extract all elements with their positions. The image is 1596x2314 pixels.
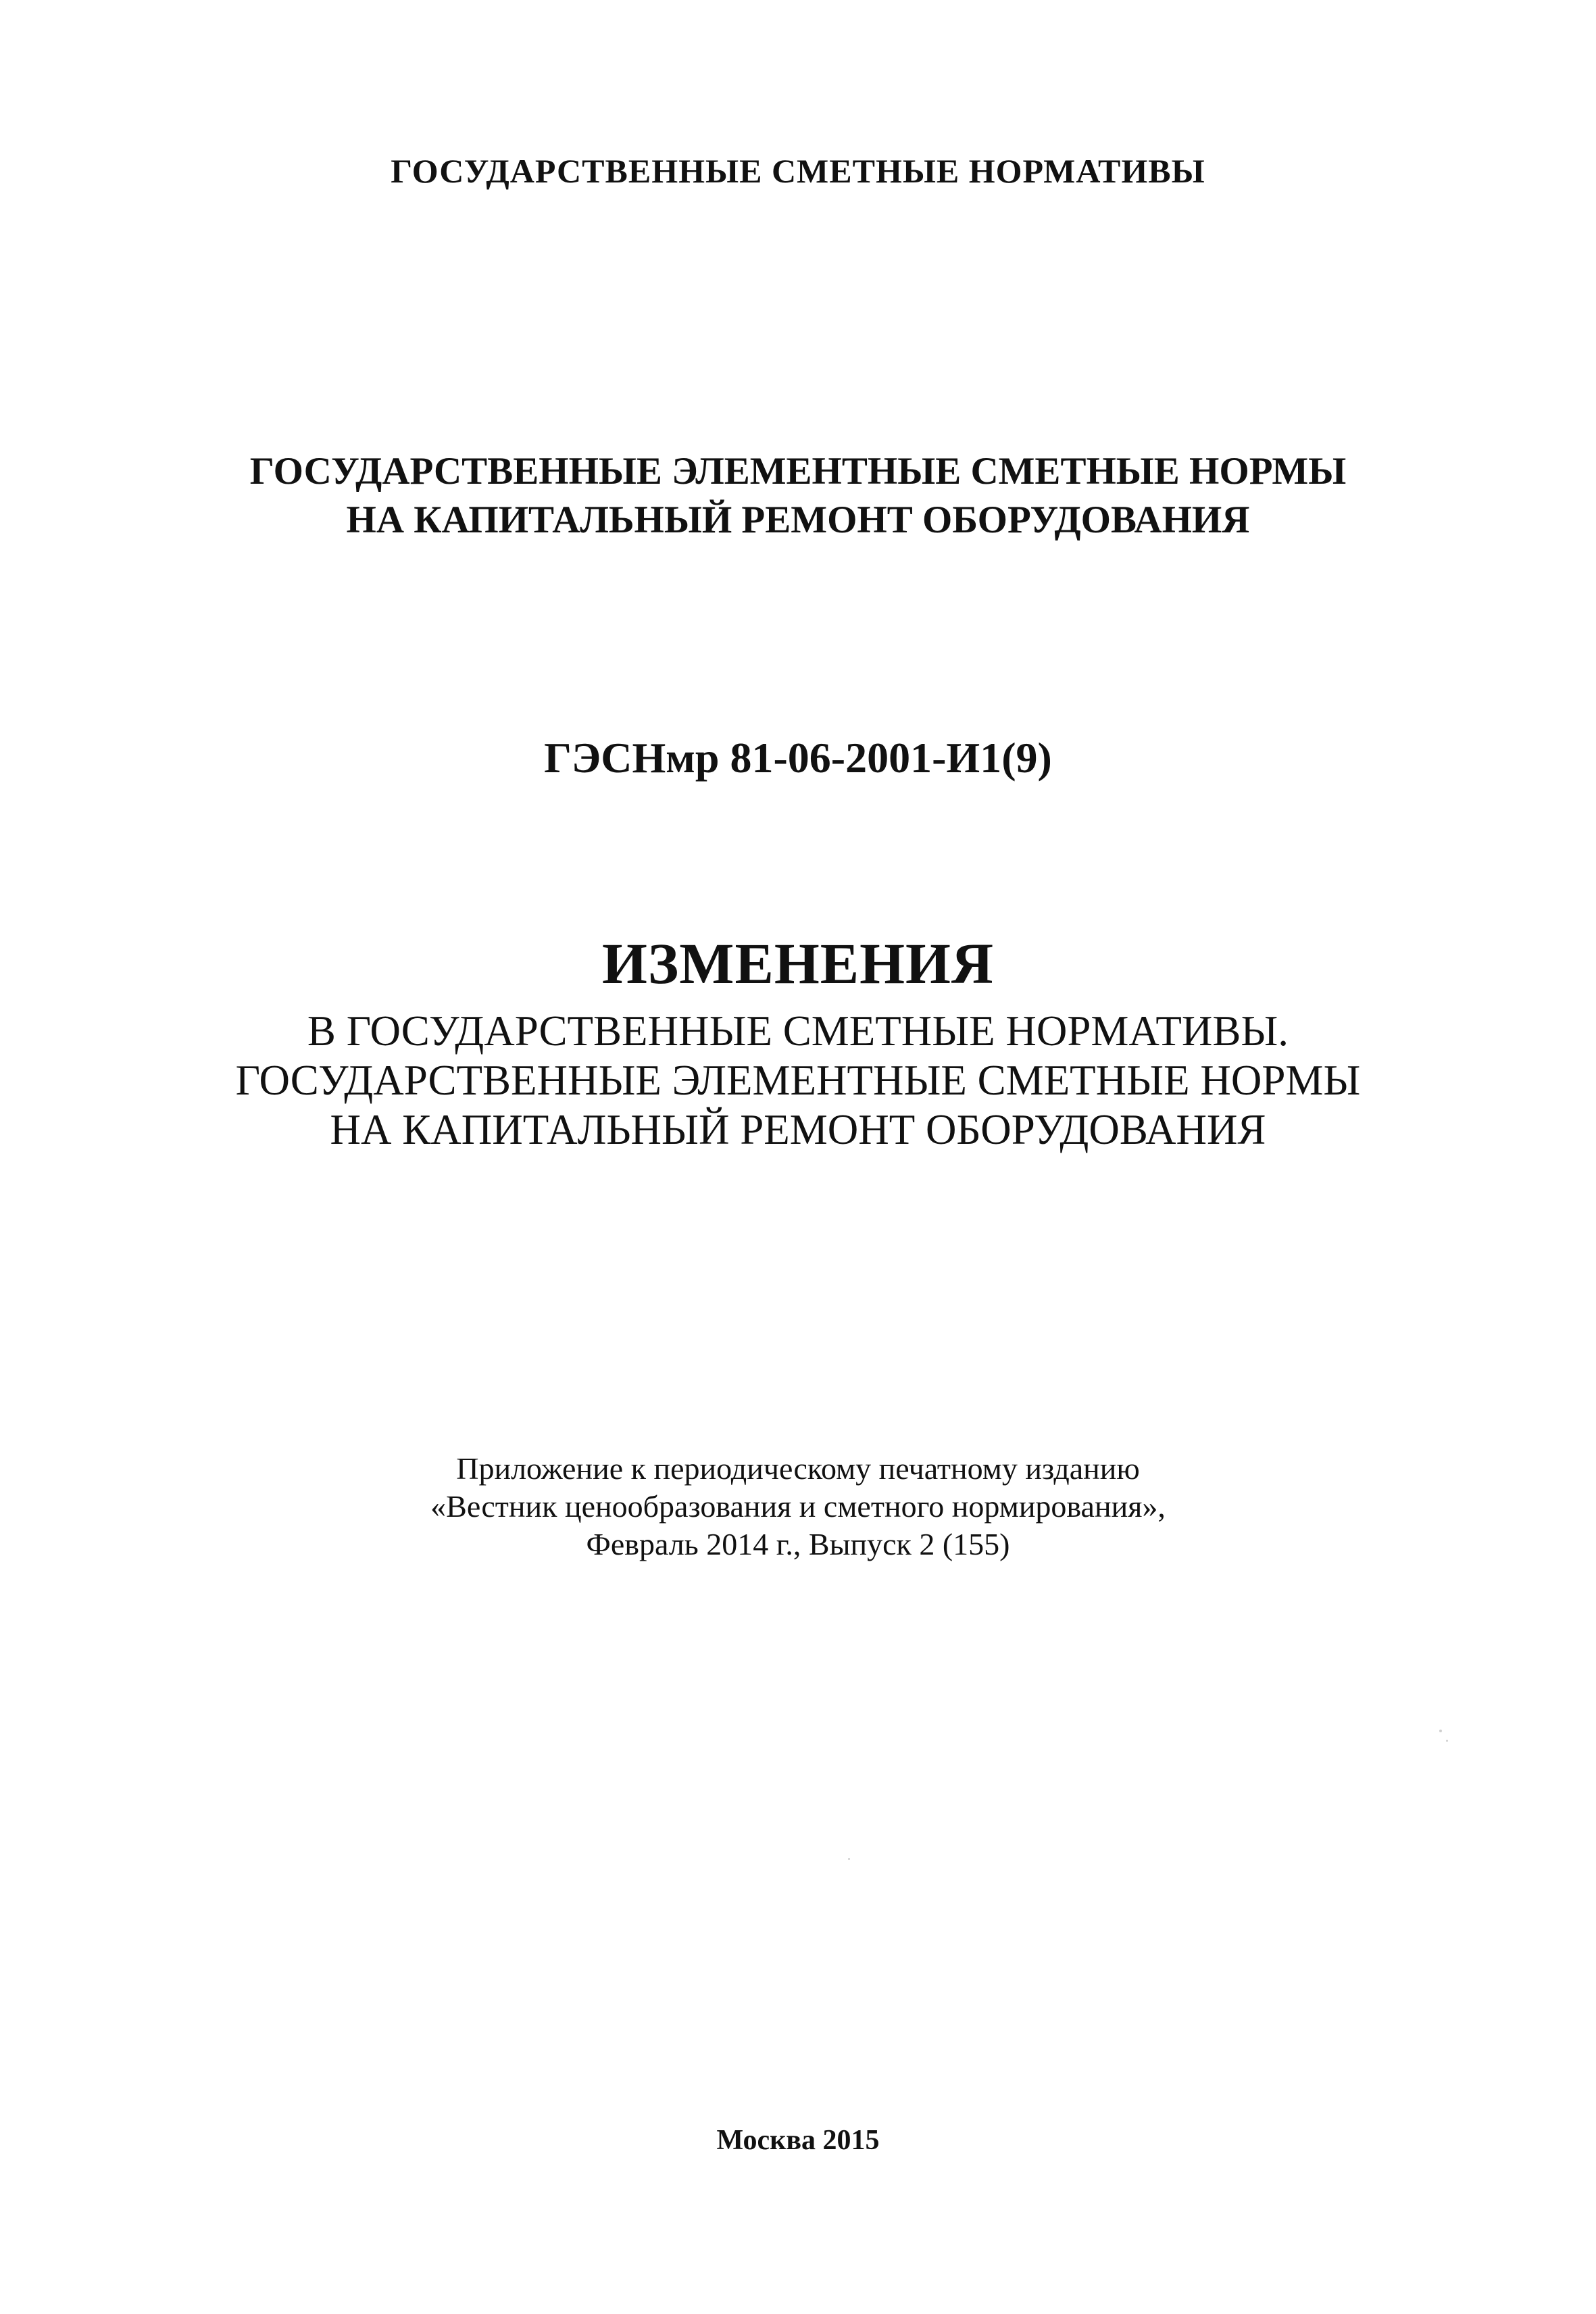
main-title — [0, 447, 1596, 545]
appendix-line-1: Приложение к периодическому печатному изданию — [456, 1451, 1140, 1486]
changes-heading: ИЗМЕНЕНИЯ — [602, 931, 994, 996]
series-title: ГОСУДАРСТВЕННЫЕ СМЕТНЫЕ НОРМАТИВЫ — [391, 152, 1205, 190]
appendix-line-3: Февраль 2014 г., Выпуск 2 (155) — [586, 1527, 1010, 1561]
appendix-note — [0, 1450, 1596, 1563]
changes-subtitle-line-1: В ГОСУДАРСТВЕННЫЕ СМЕТНЫЕ НОРМАТИВЫ. — [307, 1007, 1289, 1055]
main-title-line-1: ГОСУДАРСТВЕННЫЕ ЭЛЕМЕНТНЫЕ СМЕТНЫЕ НОРМЫ — [249, 450, 1347, 493]
appendix-line-2: «Вестник ценообразования и сметного нормирования», — [430, 1489, 1166, 1524]
main-title-line-2: НА КАПИТАЛЬНЫЙ РЕМОНТ ОБОРУДОВАНИЯ — [346, 499, 1250, 541]
city-year: Москва 2015 — [716, 2125, 880, 2156]
changes-subtitle-line-3: НА КАПИТАЛЬНЫЙ РЕМОНТ ОБОРУДОВАНИЯ — [330, 1106, 1266, 1153]
changes-subtitle-line-2: ГОСУДАРСТВЕННЫЕ ЭЛЕМЕНТНЫЕ СМЕТНЫЕ НОРМЫ — [235, 1057, 1361, 1104]
changes-subtitle — [0, 1007, 1596, 1155]
scan-speck — [848, 1858, 850, 1860]
scan-speck — [1439, 1730, 1442, 1732]
document-code: ГЭСНмр 81-06-2001-И1(9) — [544, 734, 1052, 782]
scan-speck — [1446, 1740, 1448, 1742]
